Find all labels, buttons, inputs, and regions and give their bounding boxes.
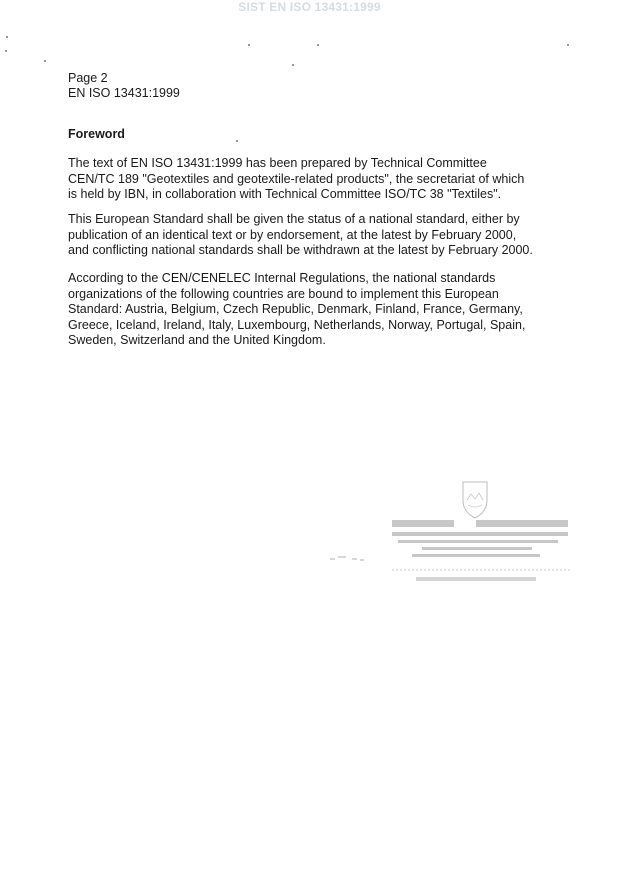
scan-speck — [236, 140, 238, 142]
scan-speck — [5, 50, 7, 52]
page-header — [68, 71, 180, 101]
paragraph-line: CEN/TC 189 "Geotextiles and geotextile-related products", the secretariat of which — [68, 171, 525, 186]
scan-speck — [6, 36, 8, 38]
paragraph-2 — [68, 212, 548, 259]
paragraph-3 — [68, 271, 548, 349]
scan-speck — [248, 44, 250, 46]
paragraph-line: This European Standard shall be given the status of a national standard, either by — [68, 212, 520, 226]
watermark-title: SIST EN ISO 13431:1999 — [238, 0, 381, 14]
paragraph-line: According to the CEN/CENELEC Internal Regulations, the national standards — [68, 271, 496, 285]
paragraph-line: publication of an identical text or by endorsement, at the latest by February 2000, — [68, 227, 517, 242]
coat-of-arms-icon — [463, 482, 487, 518]
paragraph-line: The text of EN ISO 13431:1999 has been prepared by Technical Committee — [68, 156, 487, 170]
page-number: Page 2 — [68, 71, 108, 85]
standard-identifier: EN ISO 13431:1999 — [68, 86, 180, 100]
scan-speck — [317, 44, 319, 46]
paragraph-line: and conflicting national standards shall be withdrawn at the latest by February 2000. — [68, 243, 533, 257]
paragraph-line: is held by IBN, in collaboration with Technical Committee ISO/TC 38 "Textiles". — [68, 187, 502, 201]
paragraph-1 — [68, 156, 548, 203]
paragraph-line: Standard: Austria, Belgium, Czech Republic, Denmark, Finland, France, Germany, — [68, 302, 523, 316]
scan-speck — [44, 60, 46, 62]
paragraph-line: organizations of the following countries are bound to implement this European — [68, 286, 499, 301]
scan-speck — [567, 44, 569, 46]
scan-speck — [292, 64, 294, 66]
section-heading: Foreword — [68, 127, 125, 141]
paragraph-line: Sweden, Switzerland and the United Kingdom. — [68, 333, 326, 347]
paragraph-line: Greece, Iceland, Ireland, Italy, Luxembourg, Netherlands, Norway, Portugal, Spain, — [68, 317, 526, 332]
official-stamp — [330, 478, 580, 590]
